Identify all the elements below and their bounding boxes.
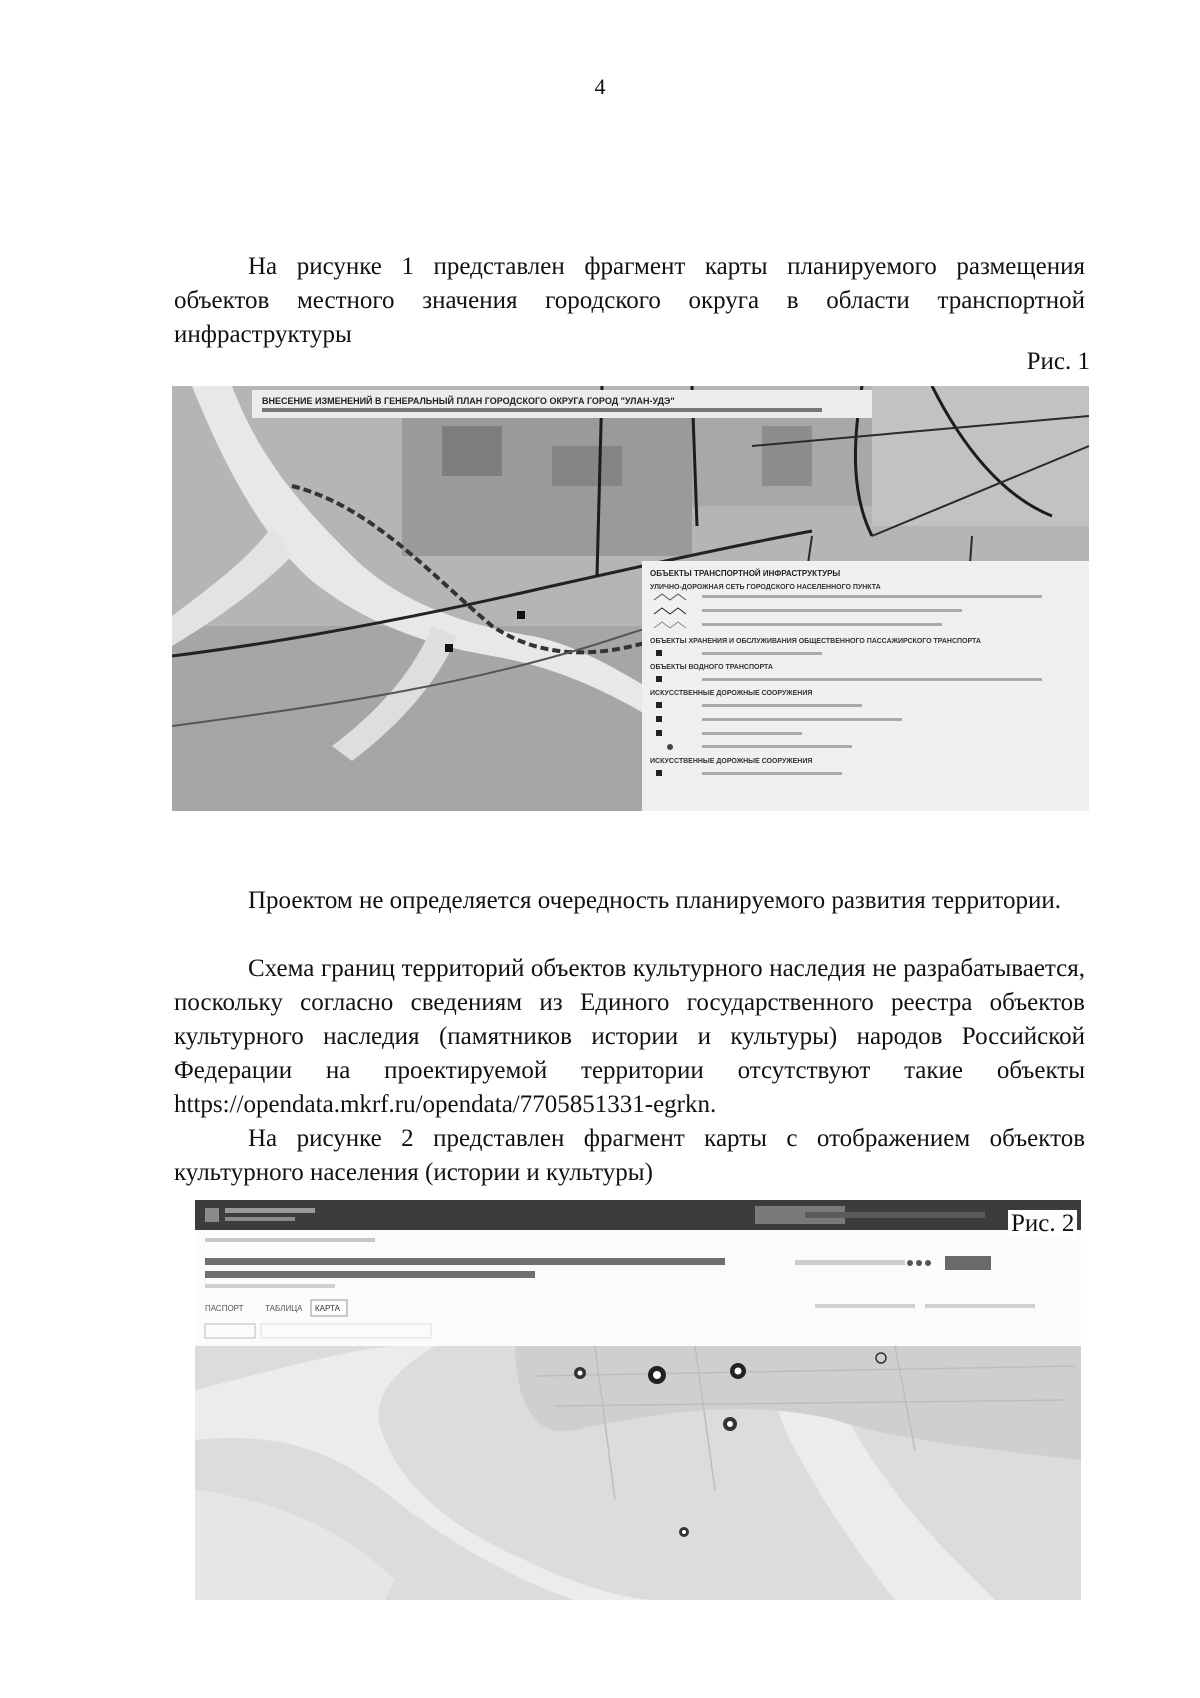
figure2-label: Рис. 2 — [1008, 1210, 1077, 1238]
figure2-tab-map: КАРТА — [315, 1304, 340, 1313]
legend-heading: ОБЪЕКТЫ ТРАНСПОРТНОЙ ИНФРАСТРУКТУРЫ — [650, 569, 841, 578]
paragraph-heritage-scheme: Схема границ территорий объектов культурного наследия не разрабатывается, поскольку согласно сведениям из Единого государственного реестра объектов культурного наследия (памятников истории и культуры) народов Российской Федерации на проектируемой территории отсутствуют такие объекты https://opendata.mkrf.ru/opendata/7705851331-egrkn. — [174, 955, 1085, 1118]
legend-section: УЛИЧНО-ДОРОЖНАЯ СЕТЬ ГОРОДСКОГО НАСЕЛЕННОГО ПУНКТА — [650, 584, 881, 591]
figure2-tab-passport: ПАСПОРТ — [205, 1304, 244, 1313]
legend-section: ОБЪЕКТЫ ХРАНЕНИЯ И ОБСЛУЖИВАНИЯ ОБЩЕСТВЕННОГО ПАССАЖИРСКОГО ТРАНСПОРТА — [650, 638, 981, 645]
paragraph-figure1-intro: На рисунке 1 представлен фрагмент карты планируемого размещения объектов местного значения городского округа в области транспортной инфраструктуры — [174, 253, 1085, 348]
paragraph-development-order: Проектом не определяется очередность планируемого развития территории. — [248, 887, 1062, 914]
figure2-heritage-map-screenshot — [195, 1200, 1081, 1600]
figure1-map-title: ВНЕСЕНИЕ ИЗМЕНЕНИЙ В ГЕНЕРАЛЬНЫЙ ПЛАН ГОРОДСКОГО ОКРУГА ГОРОД "УЛАН-УДЭ" — [262, 396, 675, 406]
page-number: 4 — [594, 74, 606, 99]
figure1-transport-map — [172, 386, 1089, 811]
figure1-label: Рис. 1 — [1026, 348, 1090, 375]
legend-section: ИСКУССТВЕННЫЕ ДОРОЖНЫЕ СООРУЖЕНИЯ — [650, 758, 813, 765]
figure2-tab-table: ТАБЛИЦА — [265, 1304, 303, 1313]
paragraph-figure2-intro: На рисунке 2 представлен фрагмент карты с отображением объектов культурного населения (истории и культуры) — [174, 1125, 1085, 1186]
legend-section: ОБЪЕКТЫ ВОДНОГО ТРАНСПОРТА — [650, 664, 773, 671]
figure1-legend — [642, 561, 1089, 811]
legend-section: ИСКУССТВЕННЫЕ ДОРОЖНЫЕ СООРУЖЕНИЯ — [650, 690, 813, 697]
